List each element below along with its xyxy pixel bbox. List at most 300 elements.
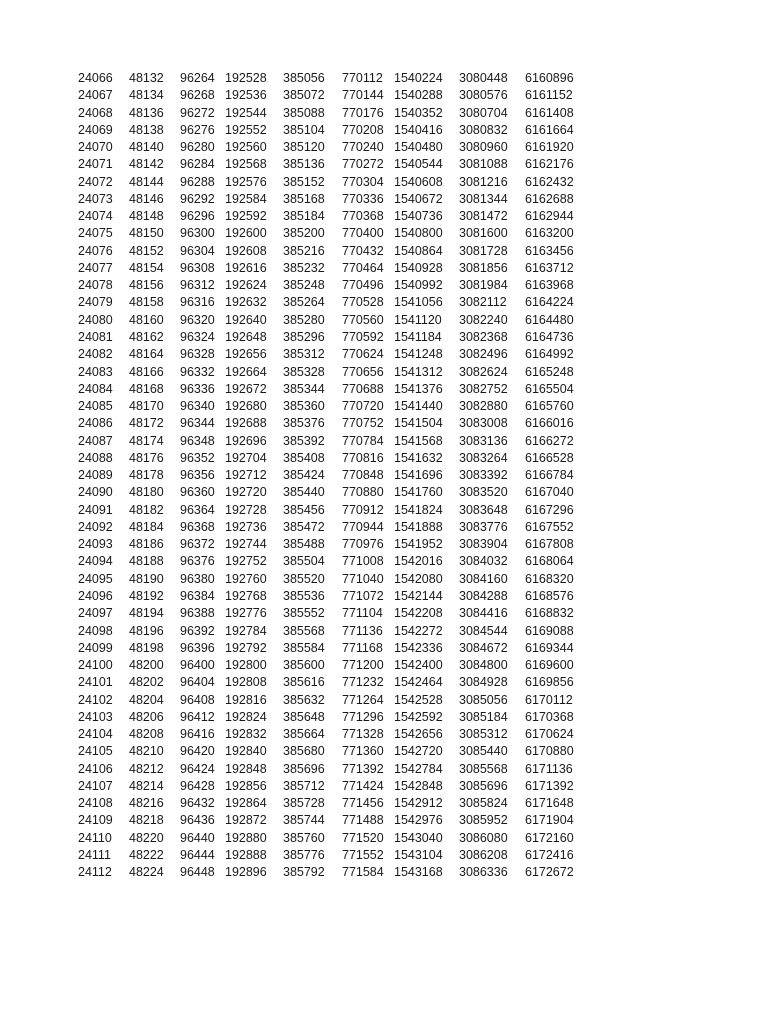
table-cell: 1542144 [394, 588, 443, 603]
table-cell: 385536 [283, 588, 325, 603]
table-cell: 385696 [283, 761, 325, 776]
table-cell: 3082496 [459, 347, 508, 362]
table-cell: 771232 [342, 675, 384, 690]
table-cell: 96424 [180, 761, 215, 776]
table-cell: 3084672 [459, 640, 508, 655]
table-cell: 385056 [283, 71, 325, 85]
table-cell: 1540480 [394, 140, 443, 155]
table-cell: 48192 [129, 588, 164, 603]
table-cell: 48140 [129, 140, 164, 155]
table-row [0, 864, 768, 881]
table-cell: 3081984 [459, 278, 508, 293]
table-cell: 48222 [129, 847, 164, 862]
table-cell: 1542272 [394, 623, 443, 638]
table-cell: 192632 [225, 295, 267, 310]
table-cell: 192536 [225, 88, 267, 103]
table-cell: 6164480 [525, 312, 574, 327]
table-cell: 192624 [225, 278, 267, 293]
table-cell: 770304 [342, 174, 384, 189]
table-cell: 6164736 [525, 329, 574, 344]
table-cell: 770112 [342, 71, 383, 85]
table-cell: 1542656 [394, 727, 443, 742]
table-cell: 1542592 [394, 709, 443, 724]
table-cell: 1540736 [394, 209, 443, 224]
table-cell: 48214 [129, 778, 164, 793]
table-cell: 6172160 [525, 830, 574, 845]
table-cell: 770240 [342, 140, 384, 155]
table-cell: 192704 [225, 450, 267, 465]
table-cell: 192592 [225, 209, 267, 224]
table-cell: 24090 [78, 485, 113, 500]
table-cell: 3084032 [459, 554, 508, 569]
table-row [0, 174, 768, 191]
table-cell: 6162688 [525, 191, 574, 206]
table-cell: 3081856 [459, 260, 508, 275]
table-cell: 24099 [78, 640, 113, 655]
table-cell: 24074 [78, 209, 113, 224]
table-cell: 3083136 [459, 433, 508, 448]
table-cell: 770432 [342, 243, 384, 258]
table-cell: 1543040 [394, 830, 443, 845]
table-cell: 192872 [225, 813, 267, 828]
table-cell: 385264 [283, 295, 325, 310]
table-cell: 48210 [129, 744, 164, 759]
table-cell: 3082752 [459, 381, 508, 396]
table-cell: 771552 [342, 847, 384, 862]
table-cell: 385680 [283, 744, 325, 759]
table-cell: 24096 [78, 588, 113, 603]
table-row [0, 260, 768, 277]
table-cell: 192528 [225, 71, 267, 85]
table-cell: 1542080 [394, 571, 443, 586]
table-cell: 24092 [78, 519, 113, 534]
table-cell: 770720 [342, 399, 384, 414]
table-cell: 192576 [225, 174, 267, 189]
table-cell: 3082880 [459, 399, 508, 414]
table-cell: 3082368 [459, 329, 508, 344]
table-cell: 3080576 [459, 88, 508, 103]
table-cell: 48160 [129, 312, 164, 327]
table-row [0, 312, 768, 329]
table-cell: 96440 [180, 830, 215, 845]
table-cell: 24095 [78, 571, 113, 586]
table-cell: 96336 [180, 381, 215, 396]
table-cell: 1542720 [394, 744, 443, 759]
table-cell: 24072 [78, 174, 113, 189]
table-cell: 3085824 [459, 796, 508, 811]
table-cell: 1541248 [394, 347, 443, 362]
table-cell: 48162 [129, 329, 164, 344]
table-cell: 3084416 [459, 606, 508, 621]
table-cell: 771072 [342, 588, 384, 603]
table-cell: 1540608 [394, 174, 443, 189]
table-row [0, 122, 768, 139]
table-cell: 24087 [78, 433, 113, 448]
table-cell: 6167296 [525, 502, 574, 517]
table-cell: 192792 [225, 640, 267, 655]
table-cell: 1541184 [394, 329, 442, 344]
table-cell: 96360 [180, 485, 215, 500]
table-cell: 771296 [342, 709, 384, 724]
table-cell: 192736 [225, 519, 267, 534]
table-cell: 3081472 [459, 209, 508, 224]
table-cell: 3080960 [459, 140, 508, 155]
table-cell: 385184 [283, 209, 325, 224]
table-cell: 385600 [283, 658, 325, 673]
table-row [0, 830, 768, 847]
table-cell: 1541632 [394, 450, 443, 465]
table-cell: 48174 [129, 433, 164, 448]
table-cell: 24070 [78, 140, 113, 155]
table-cell: 192776 [225, 606, 267, 621]
table-cell: 385568 [283, 623, 325, 638]
table-cell: 1543104 [394, 847, 443, 862]
table-cell: 48216 [129, 796, 164, 811]
table-row [0, 156, 768, 173]
table-cell: 96292 [180, 191, 215, 206]
table-row [0, 588, 768, 605]
table-cell: 96264 [180, 71, 215, 85]
table-cell: 770880 [342, 485, 384, 500]
table-cell: 192808 [225, 675, 267, 690]
table-cell: 770208 [342, 122, 384, 137]
table-cell: 6168832 [525, 606, 574, 621]
table-row [0, 329, 768, 346]
table-cell: 192696 [225, 433, 267, 448]
table-cell: 24073 [78, 191, 113, 206]
table-row [0, 105, 768, 122]
table-cell: 48152 [129, 243, 164, 258]
table-cell: 192752 [225, 554, 267, 569]
table-cell: 385360 [283, 399, 325, 414]
table-cell: 6165760 [525, 399, 574, 414]
table-cell: 385296 [283, 329, 325, 344]
table-cell: 192856 [225, 778, 267, 793]
table-cell: 770976 [342, 537, 384, 552]
table-cell: 3084288 [459, 588, 508, 603]
table-cell: 6165504 [525, 381, 574, 396]
table-row [0, 398, 768, 415]
table-cell: 192672 [225, 381, 267, 396]
table-cell: 770528 [342, 295, 384, 310]
table-cell: 385648 [283, 709, 325, 724]
table-cell: 771488 [342, 813, 384, 828]
table-cell: 385792 [283, 865, 325, 880]
table-cell: 1540800 [394, 226, 443, 241]
table-cell: 192640 [225, 312, 267, 327]
table-cell: 24108 [78, 796, 113, 811]
table-cell: 48172 [129, 416, 164, 431]
table-cell: 96428 [180, 778, 215, 793]
table-cell: 1541312 [394, 364, 443, 379]
table-cell: 48224 [129, 865, 164, 880]
table-cell: 3085056 [459, 692, 508, 707]
table-cell: 48144 [129, 174, 164, 189]
table-cell: 96340 [180, 399, 215, 414]
table-cell: 48148 [129, 209, 164, 224]
table-cell: 771392 [342, 761, 384, 776]
table-cell: 385552 [283, 606, 325, 621]
table-cell: 96436 [180, 813, 215, 828]
table-cell: 96296 [180, 209, 215, 224]
table-cell: 770400 [342, 226, 384, 241]
table-cell: 48154 [129, 260, 164, 275]
table-cell: 770912 [342, 502, 384, 517]
table-cell: 96384 [180, 588, 215, 603]
table-cell: 6168064 [525, 554, 574, 569]
table-row [0, 225, 768, 242]
table-cell: 6166016 [525, 416, 574, 431]
table-cell: 96380 [180, 571, 215, 586]
table-cell: 385200 [283, 226, 325, 241]
table-cell: 6168320 [525, 571, 574, 586]
table-cell: 1540224 [394, 71, 443, 85]
table-cell: 192744 [225, 537, 267, 552]
table-cell: 1542848 [394, 778, 443, 793]
table-cell: 770464 [342, 260, 384, 275]
table-cell: 96364 [180, 502, 215, 517]
table-cell: 3085696 [459, 778, 508, 793]
table-cell: 192712 [225, 468, 267, 483]
table-row [0, 243, 768, 260]
table-row [0, 277, 768, 294]
table-cell: 770624 [342, 347, 384, 362]
table-cell: 1543168 [394, 865, 443, 880]
table-cell: 385120 [283, 140, 325, 155]
table-cell: 48194 [129, 606, 164, 621]
table-cell: 385248 [283, 278, 325, 293]
table-cell: 96356 [180, 468, 215, 483]
table-cell: 6161408 [525, 105, 574, 120]
table-cell: 96328 [180, 347, 215, 362]
table-cell: 385216 [283, 243, 325, 258]
table-cell: 192888 [225, 847, 267, 862]
table-cell: 385392 [283, 433, 325, 448]
table-cell: 385760 [283, 830, 325, 845]
table-cell: 6163712 [525, 260, 574, 275]
table-cell: 3084160 [459, 571, 508, 586]
table-cell: 24078 [78, 278, 113, 293]
table-cell: 192616 [225, 260, 267, 275]
table-cell: 1542528 [394, 692, 443, 707]
table-cell: 1541504 [394, 416, 443, 431]
table-cell: 192768 [225, 588, 267, 603]
table-cell: 385152 [283, 174, 325, 189]
table-cell: 3082112 [459, 295, 507, 310]
table-cell: 96312 [180, 278, 215, 293]
table-cell: 3081600 [459, 226, 508, 241]
table-cell: 96444 [180, 847, 215, 862]
table-cell: 48142 [129, 157, 164, 172]
table-cell: 6165248 [525, 364, 574, 379]
table-cell: 192608 [225, 243, 267, 258]
table-row [0, 415, 768, 432]
table-cell: 770752 [342, 416, 384, 431]
table-cell: 1541952 [394, 537, 443, 552]
table-cell: 96300 [180, 226, 215, 241]
table-cell: 48204 [129, 692, 164, 707]
table-cell: 6164224 [525, 295, 574, 310]
table-row [0, 657, 768, 674]
table-row [0, 294, 768, 311]
table-cell: 6169088 [525, 623, 574, 638]
table-cell: 24105 [78, 744, 113, 759]
table-cell: 48146 [129, 191, 164, 206]
table-cell: 1540416 [394, 122, 443, 137]
table-cell: 3085312 [459, 727, 508, 742]
table-cell: 6167808 [525, 537, 574, 552]
table-cell: 96352 [180, 450, 215, 465]
table-cell: 1540992 [394, 278, 443, 293]
table-cell: 1542336 [394, 640, 443, 655]
table-cell: 1542976 [394, 813, 443, 828]
table-cell: 6168576 [525, 588, 574, 603]
table-cell: 1540672 [394, 191, 443, 206]
table-cell: 96368 [180, 519, 215, 534]
table-cell: 771008 [342, 554, 384, 569]
table-row [0, 795, 768, 812]
table-row [0, 191, 768, 208]
table-cell: 24091 [78, 502, 113, 517]
table-cell: 770272 [342, 157, 384, 172]
table-cell: 385472 [283, 519, 325, 534]
table-cell: 96408 [180, 692, 215, 707]
table-cell: 96304 [180, 243, 215, 258]
table-cell: 96284 [180, 157, 215, 172]
table-cell: 24100 [78, 658, 113, 673]
table-cell: 6163968 [525, 278, 574, 293]
table-cell: 385168 [283, 191, 325, 206]
table-cell: 48158 [129, 295, 164, 310]
table-cell: 24085 [78, 399, 113, 414]
table-cell: 48190 [129, 571, 164, 586]
table-cell: 24098 [78, 623, 113, 638]
table-cell: 3083904 [459, 537, 508, 552]
table-cell: 48198 [129, 640, 164, 655]
table-cell: 96372 [180, 537, 215, 552]
table-cell: 385376 [283, 416, 325, 431]
table-row [0, 502, 768, 519]
table-cell: 385456 [283, 502, 325, 517]
table-cell: 24094 [78, 554, 113, 569]
table-cell: 385488 [283, 537, 325, 552]
table-cell: 6169344 [525, 640, 574, 655]
table-cell: 1542016 [394, 554, 443, 569]
table-cell: 770688 [342, 381, 384, 396]
table-cell: 3084928 [459, 675, 508, 690]
table-row [0, 450, 768, 467]
table-row [0, 70, 768, 87]
table-cell: 1542464 [394, 675, 443, 690]
table-cell: 96412 [180, 709, 215, 724]
table-cell: 6170368 [525, 709, 574, 724]
table-cell: 48212 [129, 761, 164, 776]
table-cell: 3083648 [459, 502, 508, 517]
table-cell: 1540544 [394, 157, 443, 172]
table-cell: 6161920 [525, 140, 574, 155]
table-cell: 6163200 [525, 226, 574, 241]
table-row [0, 381, 768, 398]
table-cell: 1540288 [394, 88, 443, 103]
number-table [0, 70, 768, 881]
table-cell: 192832 [225, 727, 267, 742]
table-cell: 385280 [283, 312, 325, 327]
table-row [0, 536, 768, 553]
table-row [0, 640, 768, 657]
table-cell: 1541056 [394, 295, 443, 310]
table-cell: 6171136 [525, 761, 573, 776]
table-row [0, 519, 768, 536]
table-cell: 24104 [78, 727, 113, 742]
table-cell: 6160896 [525, 71, 574, 85]
table-cell: 192824 [225, 709, 267, 724]
table-cell: 771104 [342, 606, 383, 621]
table-cell: 1541120 [394, 312, 442, 327]
table-row [0, 346, 768, 363]
table-cell: 96268 [180, 88, 215, 103]
table-cell: 771136 [342, 623, 383, 638]
table-cell: 771584 [342, 865, 384, 880]
table-cell: 24097 [78, 606, 113, 621]
table-cell: 3080448 [459, 71, 508, 85]
table-row [0, 87, 768, 104]
table-cell: 6164992 [525, 347, 574, 362]
table-cell: 48188 [129, 554, 164, 569]
table-cell: 24089 [78, 468, 113, 483]
table-cell: 771040 [342, 571, 384, 586]
table-cell: 48176 [129, 450, 164, 465]
table-cell: 48150 [129, 226, 164, 241]
table-cell: 24079 [78, 295, 113, 310]
table-cell: 6169856 [525, 675, 574, 690]
table-cell: 192864 [225, 796, 267, 811]
table-cell: 1542784 [394, 761, 443, 776]
table-cell: 24093 [78, 537, 113, 552]
table-cell: 1542400 [394, 658, 443, 673]
table-cell: 96332 [180, 364, 215, 379]
table-cell: 3084800 [459, 658, 508, 673]
table-cell: 1542208 [394, 606, 443, 621]
table-cell: 6170112 [525, 692, 573, 707]
table-cell: 771456 [342, 796, 384, 811]
table-cell: 48164 [129, 347, 164, 362]
table-cell: 48138 [129, 122, 164, 137]
table-cell: 1541568 [394, 433, 443, 448]
table-cell: 1541760 [394, 485, 443, 500]
table-cell: 3081216 [459, 174, 508, 189]
table-row [0, 743, 768, 760]
table-cell: 24069 [78, 122, 113, 137]
table-cell: 48134 [129, 88, 164, 103]
table-cell: 385424 [283, 468, 325, 483]
table-cell: 48166 [129, 364, 164, 379]
table-cell: 770592 [342, 329, 384, 344]
table-cell: 192816 [225, 692, 267, 707]
table-cell: 385408 [283, 450, 325, 465]
table-cell: 3086336 [459, 865, 508, 880]
table-cell: 24110 [78, 830, 112, 845]
table-cell: 96448 [180, 865, 215, 880]
table-cell: 192896 [225, 865, 267, 880]
table-cell: 3081728 [459, 243, 508, 258]
table-cell: 6172416 [525, 847, 574, 862]
table-cell: 3081344 [459, 191, 508, 206]
table-cell: 96400 [180, 658, 215, 673]
table-cell: 385584 [283, 640, 325, 655]
table-cell: 96276 [180, 122, 215, 137]
table-cell: 6166528 [525, 450, 574, 465]
table-row [0, 692, 768, 709]
